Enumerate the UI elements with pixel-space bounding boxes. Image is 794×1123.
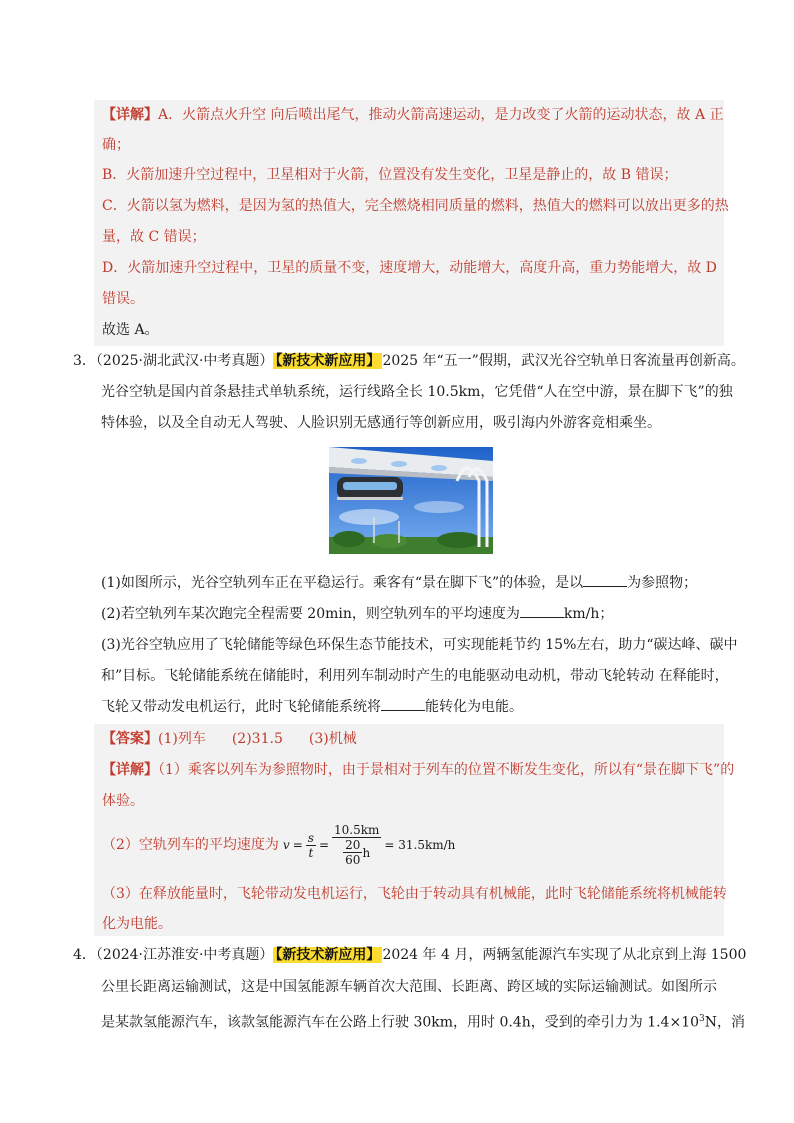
q4-tag: 【新技术新应用】 bbox=[275, 947, 381, 963]
detail-block-1-background bbox=[94, 100, 724, 346]
q3-detail-1a: 【详解】（1）乘客以列车为参照物时，由于景相对于列车的位置不断发生变化，所以有“景在脚下飞”的 bbox=[102, 762, 735, 778]
q3-tag: 【新技术新应用】 bbox=[275, 353, 381, 369]
speed-formula: v = $\frac{s}{t}$ = 10.5km $\frac{20}{60}$ h = 31.5km/h bbox=[282, 823, 456, 867]
q3-sub1: (1)如图所示，光谷空轨列车正在平稳运行。乘客有“景在脚下飞”的体验，是以 为参照物； bbox=[101, 575, 698, 591]
q3-line-3: 特体验，以及全自动无人驾驶、人脸识别无感通行等创新应用，吸引海内外游客竞相乘坐。 bbox=[101, 415, 661, 431]
q4-line-2: 公里长距离运输测试，这是中国氢能源车辆首次大范围、长距离、跨区域的实际运输测试。如图所示 bbox=[101, 979, 717, 995]
detail-1-line-5: 量，故 C 错误； bbox=[102, 229, 206, 245]
q3-detail-2: （2）空轨列车的平均速度为 v = $\frac{s}{t}$ = 10.5km $\frac{20}{60}$ h = 31.5km/h bbox=[102, 820, 455, 870]
q3-prefix: 3．（2025·湖北武汉·中考真题） bbox=[73, 353, 274, 369]
detail-1-line-4: C．火箭以氢为燃料，是因为氢的热值大，完全燃烧相同质量的燃料，热值大的燃料可以放出更多的热 bbox=[102, 198, 729, 214]
q3-line-1: 3．（2025·湖北武汉·中考真题） 【新技术新应用】 2025 年“五一”假期，武汉光谷空轨单日客流量再创新高。 bbox=[73, 353, 745, 369]
detail-1-line-7: 错误。 bbox=[102, 291, 144, 307]
detail-1-line-3: B．火箭加速升空过程中，卫星相对于火箭，位置没有发生变化，卫星是静止的，故 B 错误； bbox=[102, 167, 678, 183]
s-over-t: $\frac{s}{t}$ bbox=[307, 830, 314, 860]
q3-detail-3a: （3）在释放能量时，飞轮带动发电机运行，飞轮由于转动具有机械能，此时飞轮储能系统将机械能转 bbox=[102, 886, 727, 902]
q3-detail-3b: 化为电能。 bbox=[102, 916, 172, 932]
q3-sub3-line-1: (3)光谷空轨应用了飞轮储能等绿色环保生态节能技术，可实现能耗节约 15%左右，助力“碳达峰、碳中 bbox=[101, 637, 738, 653]
monorail-photo bbox=[329, 447, 493, 554]
q4-line-1: 4．（2024·江苏淮安·中考真题） 【新技术新应用】 2024 年 4 月，两辆氢能源汽车实现了从北京到上海 1500 bbox=[73, 947, 747, 963]
detail-label: 【详解】 bbox=[102, 107, 158, 123]
detail-1-line-1: 【详解】A．火箭点火升空 向后喷出尾气，推动火箭高速运动，是力改变了火箭的运动状态，故 A 正 bbox=[102, 107, 724, 123]
answer-blank-2[interactable] bbox=[520, 605, 564, 618]
answer-blank-3[interactable] bbox=[381, 698, 425, 711]
distance-over-time: 10.5km $\frac{20}{60}$ h bbox=[334, 823, 380, 867]
detail-1-line-8: 故选 A。 bbox=[102, 322, 159, 338]
q3-detail-1b: 体验。 bbox=[102, 793, 144, 809]
q3-sub3-line-3: 飞轮又带动发电机运行，此时飞轮储能系统将 能转化为电能。 bbox=[101, 699, 523, 715]
q4-line-3: 是某款氢能源汽车，该款氢能源汽车在公路上行驶 30km，用时 0.4h，受到的牵引力为 $1.4\times 10^3N$，消 bbox=[101, 1014, 745, 1031]
detail-1-line-2: 确； bbox=[102, 137, 130, 153]
answer-blank-1[interactable] bbox=[583, 574, 627, 587]
answer-label: 【答案】 bbox=[102, 731, 158, 747]
minutes-fraction: $\frac{20}{60}$ bbox=[345, 838, 361, 867]
q3-line-2: 光谷空轨是国内首条悬挂式单轨系统，运行线路全长 10.5km，它凭借“人在空中游，景在脚下飞”的独 bbox=[101, 384, 733, 400]
q3-answer: 【答案】(1)列车 (2)31.5 (3)机械 bbox=[102, 731, 357, 747]
detail-1-line-6: D．火箭加速升空过程中，卫星的质量不变，速度增大，动能增大，高度升高，重力势能增大，故 D bbox=[102, 260, 717, 276]
detail-label-2: 【详解】 bbox=[102, 762, 158, 778]
q4-prefix: 4．（2024·江苏淮安·中考真题） bbox=[73, 947, 274, 963]
q3-sub2: (2)若空轨列车某次跑完全程需要 20min，则空轨列车的平均速度为 km/h； bbox=[101, 606, 614, 622]
q3-sub3-line-2: 和”目标。飞轮储能系统在储能时，利用列车制动时产生的电能驱动电动机，带动飞轮转动 在释能时， bbox=[101, 668, 729, 684]
